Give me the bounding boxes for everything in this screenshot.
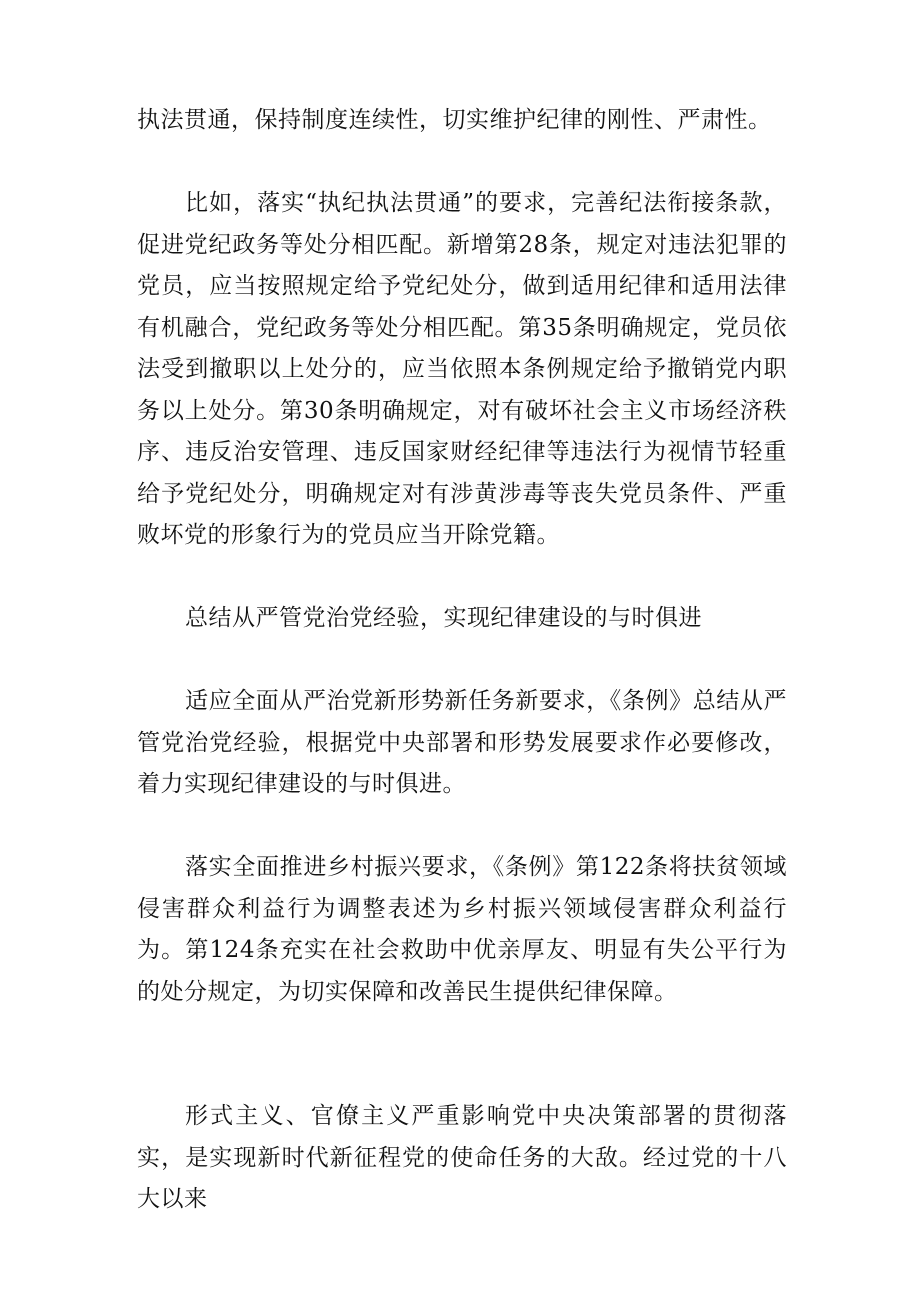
section-heading: 总结从严管党治党经验，实现纪律建设的与时俱进: [185, 605, 702, 631]
paragraph-rural-revitalization: 落实全面推进乡村振兴要求，《条例》第122条将扶贫领域侵害群众利益行为调整表述为乡村振兴领域侵害群众利益行为。第124条充实在社会救助中优亲厚友、明显有失公平行为的处分规定，为切实保障和改善民生提供纪律保障。: [137, 854, 787, 1005]
paragraph-strict-governance: 适应全面从严治党新形势新任务新要求，《条例》总结从严管党治党经验，根据党中央部署和形势发展要求作必要修改，着力实现纪律建设的与时俱进。: [137, 688, 787, 797]
paragraph-discipline-law-linkage: 比如，落实“执纪执法贯通”的要求，完善纪法衔接条款，促进党纪政务等处分相匹配。新增第28条，规定对违法犯罪的党员，应当按照规定给予党纪处分，做到适用纪律和适用法律有机融合，党纪政务等处分相匹配。第35条明确规定，党员依法受到撤职以上处分的，应当依照本条例规定给予撤销党内职务以上处分。第30条明确规定，对有破坏社会主义市场经济秩序、违反治安管理、违反国家财经纪律等违法行为视情节轻重给予党纪处分，明确规定对有涉黄涉毒等丧失党员条件、严重败坏党的形象行为的党员应当开除党籍。: [137, 190, 787, 548]
paragraph-formalism-bureaucratism: 形式主义、官僚主义严重影响党中央决策部署的贯彻落实，是实现新时代新征程党的使命任务的大敌。经过党的十八大以来: [137, 1103, 787, 1212]
paragraph-continuation: 执法贯通，保持制度连续性，切实维护纪律的刚性、严肃性。: [137, 107, 772, 133]
